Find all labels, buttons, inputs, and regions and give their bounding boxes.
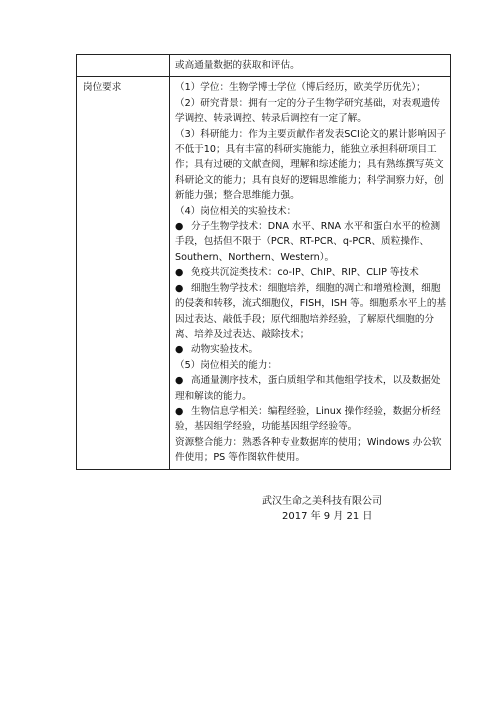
- company-name: 武汉生命之美科技有限公司: [262, 496, 382, 507]
- bullet-cell-biology: ● 细胞生物学技术：细胞培养，细胞的凋亡和增殖检测，细胞的侵袭和转移，流式细胞仪，FISH，ISH 等。细胞系水平上的基因过表达、敲低手段；原代细胞培养经验，了解原代细胞的分离、培养及过表达、敲除技术；: [175, 282, 447, 340]
- job-requirements-table: [76, 54, 451, 470]
- row-label-empty: [77, 55, 170, 77]
- bullet-icon: ●: [175, 344, 184, 356]
- table-row: [77, 55, 451, 77]
- document-date: 2017 年 9 月 21 日: [282, 511, 373, 522]
- resource-integration-line: 资源整合能力：熟悉各种专业数据库的使用；Windows 办公软件使用；PS 等作图软件使用。: [175, 436, 442, 464]
- bullet-icon: ●: [175, 267, 184, 279]
- bullet-immunoprecipitation: ● 免疫共沉淀类技术：co-IP、ChIP、RIP、CLIP 等技术: [175, 265, 447, 280]
- bullet-icon: ●: [175, 282, 184, 294]
- bullet-animal-experiments: ● 动物实验技术。: [175, 342, 447, 357]
- background-line: （2）研究背景：拥有一定的分子生物学研究基础，对表观遗传学调控、转录调控、转录后调控有一定了解。: [175, 97, 441, 125]
- row-text: 或高通量数据的获取和评估。: [170, 55, 451, 77]
- bullet-icon: ●: [175, 375, 184, 387]
- bullet-sequencing: ● 高通量测序技术，蛋白质组学和其他组学技术，以及数据处理和解读的能力。: [175, 375, 441, 402]
- row-label-requirements: 岗位要求: [77, 77, 170, 469]
- requirements-cell: [170, 77, 451, 469]
- abilities-heading: （5）岗位相关的能力：: [175, 359, 278, 371]
- bullet-molecular-biology: ● 分子生物学技术：DNA 水平、RNA 水平和蛋白水平的检测手段，包括但不限于（PCR、RT-PCR、q-PCR、质粒操作、Southern、Northern、Western）。: [175, 221, 441, 263]
- bullet-bioinformatics: ● 生物信息学相关：编程经验，Linux 操作经验，数据分析经验，基因组学经验，功能基因组学经验等。: [175, 405, 441, 433]
- lab-skills-heading: （4）岗位相关的实验技术：: [175, 205, 297, 217]
- bullet-icon: ●: [175, 221, 184, 233]
- research-ability-line: （3）科研能力：作为主要贡献作者发表SCI论文的累计影响因子不低于10；具有丰富的科研实施能力，能独立承担科研项目工作；具有过硬的文献查阅，理解和综述能力；具有熟练撰写英文科研论文的能力；具有良好的逻辑思维能力；科学洞察力好，创新能力强；整合思维能力强。: [175, 128, 447, 202]
- bullet-icon: ●: [175, 405, 184, 417]
- table-row: [77, 77, 451, 469]
- degree-line: （1）学位：生物学博士学位（博后经历，欧美学历优先）；: [175, 82, 426, 94]
